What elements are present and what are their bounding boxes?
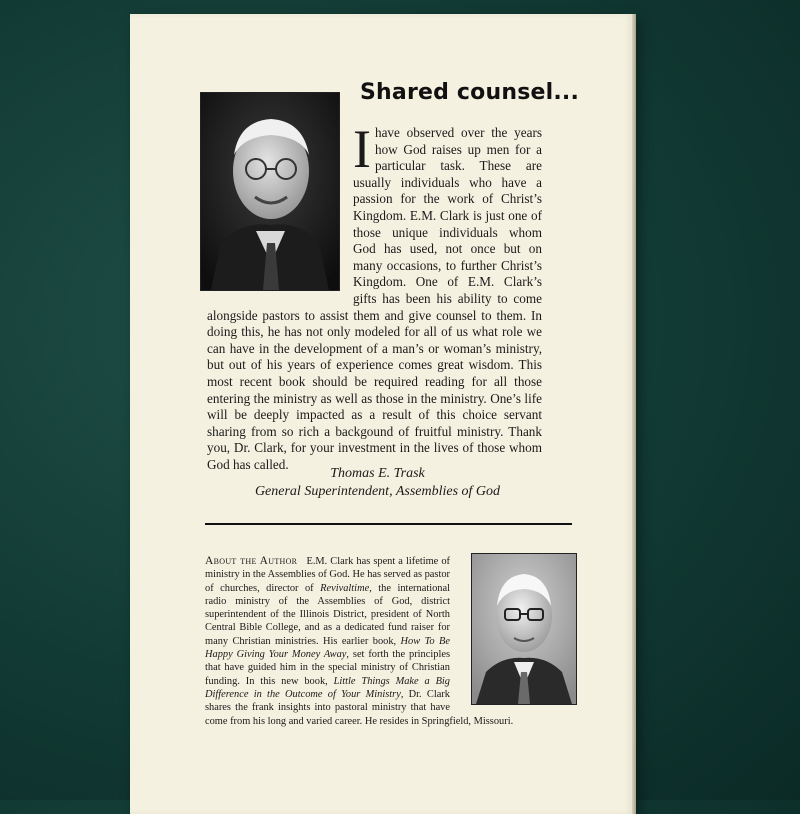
about-text-1: E.M. Clark has spent a lifetime of ministry in the Assemblies of God. He has served as pastor of churches, director of	[205, 556, 451, 594]
about-text-4: , Dr. Clark shares the frank insights into pastoral ministry that have come from his long and varied career. He resides in Springfield, Missouri.	[205, 688, 514, 727]
drop-cap: I	[353, 119, 371, 179]
about-heading: About the Author	[205, 555, 298, 567]
endorsement-attribution	[205, 465, 550, 501]
endorsement-quote	[207, 119, 542, 473]
endorser-name: Thomas E. Trask	[330, 466, 425, 481]
section-divider	[205, 523, 572, 525]
about-text-2: , the international radio ministry of the Assemblies of God, district superintendent of the Illinois District, president of North Central Bible College, and as a dedicated fund raiser for many Christian ministries. His earlier book,	[205, 582, 450, 647]
headline: Shared counsel...	[360, 80, 580, 105]
about-text-3: , set forth the principles that have guided him in the special ministry of Christian funding. In this new book,	[205, 649, 450, 687]
quote-text: have observed over the years how God raises up men for a particular task. These are usually individuals who have a passion for the work of Christ’s Kingdom. E.M. Clark is just one of those unique individuals whom God has used, not once but on many occasions, to further Christ’s Kingdom. One of E.M. Clark’s gifts has been his ability to come alongside pastors to assist them and give counsel to them. In doing this, he has not only modeled for all of us what role we can have in the development of a man’s or woman’s ministry, but out of his years of experience comes great wisdom. This most recent book should be required reading for all those entering the ministry as well as those in the ministry. One’s life will be deeply impacted as a result of this choice servant sharing from so rich a backgound of fruitful ministry. Thank you, Dr. Clark, for your investment in the lives of those whom God has called.	[207, 125, 542, 472]
endorser-title: General Superintendent, Assemblies of God	[254, 484, 501, 499]
about-title-earlier-book: How To Be Happy Giving Your Money Away	[205, 635, 450, 661]
about-title-revivaltime: Revivaltime	[320, 582, 370, 594]
about-title-new-book: Little Things Make a Big Difference in the Outcome of Your Ministry	[205, 675, 450, 700]
about-the-author	[205, 555, 562, 728]
